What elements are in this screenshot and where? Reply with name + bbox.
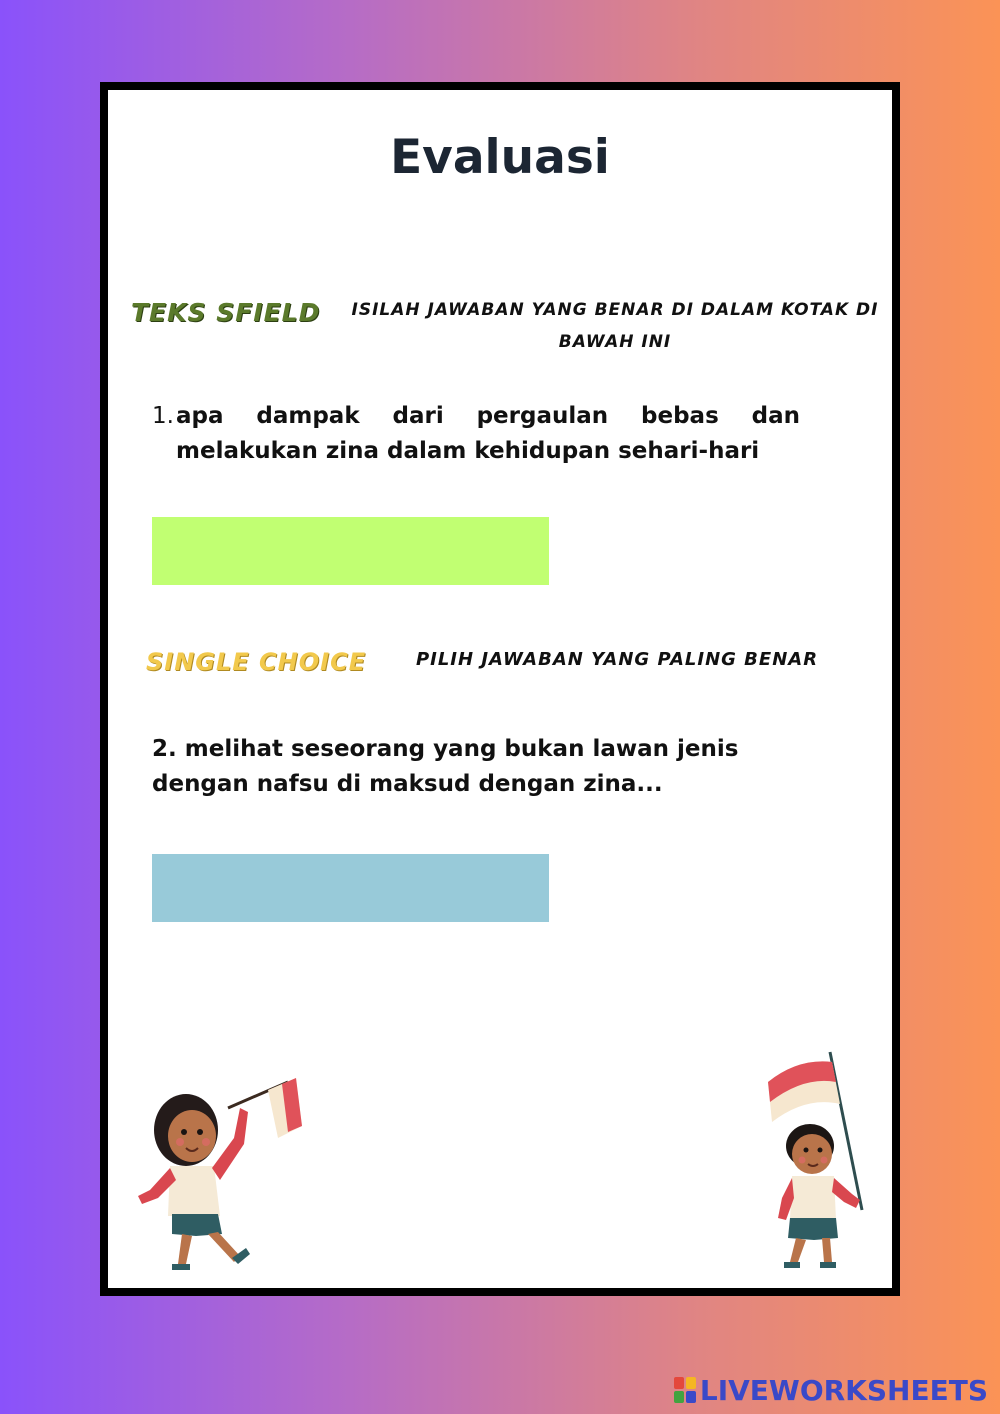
section-label-text-field: TEKS SFIELD bbox=[131, 298, 321, 327]
section-label-single-choice: SINGLE CHOICE bbox=[146, 648, 367, 676]
girl-with-flag-illustration bbox=[128, 1068, 308, 1278]
question-1-text: apa dampak dari pergaulan bebas dan melakukan zina dalam kehidupan sehari-hari bbox=[176, 403, 800, 464]
answer-2-dropdown[interactable] bbox=[152, 854, 549, 922]
page-title: Evaluasi bbox=[390, 130, 610, 185]
liveworksheets-logo bbox=[674, 1370, 988, 1410]
question-1-number: 1. bbox=[152, 403, 174, 429]
section-instruction-1: ISILAH JAWABAN YANG BENAR DI DALAM KOTAK DI BAWAH INI bbox=[351, 300, 879, 352]
section-instruction-2: PILIH JAWABAN YANG PALING BENAR bbox=[415, 649, 819, 670]
boy-with-flag-illustration bbox=[762, 1048, 872, 1276]
answer-1-input[interactable] bbox=[152, 517, 549, 585]
question-2-text: 2. melihat seseorang yang bukan lawan jenis dengan nafsu di maksud dengan zina... bbox=[152, 736, 739, 797]
liveworksheets-logo-icon bbox=[674, 1377, 696, 1403]
liveworksheets-logo-text: LIVEWORKSHEETS bbox=[699, 1373, 988, 1407]
question-1 bbox=[152, 399, 800, 469]
